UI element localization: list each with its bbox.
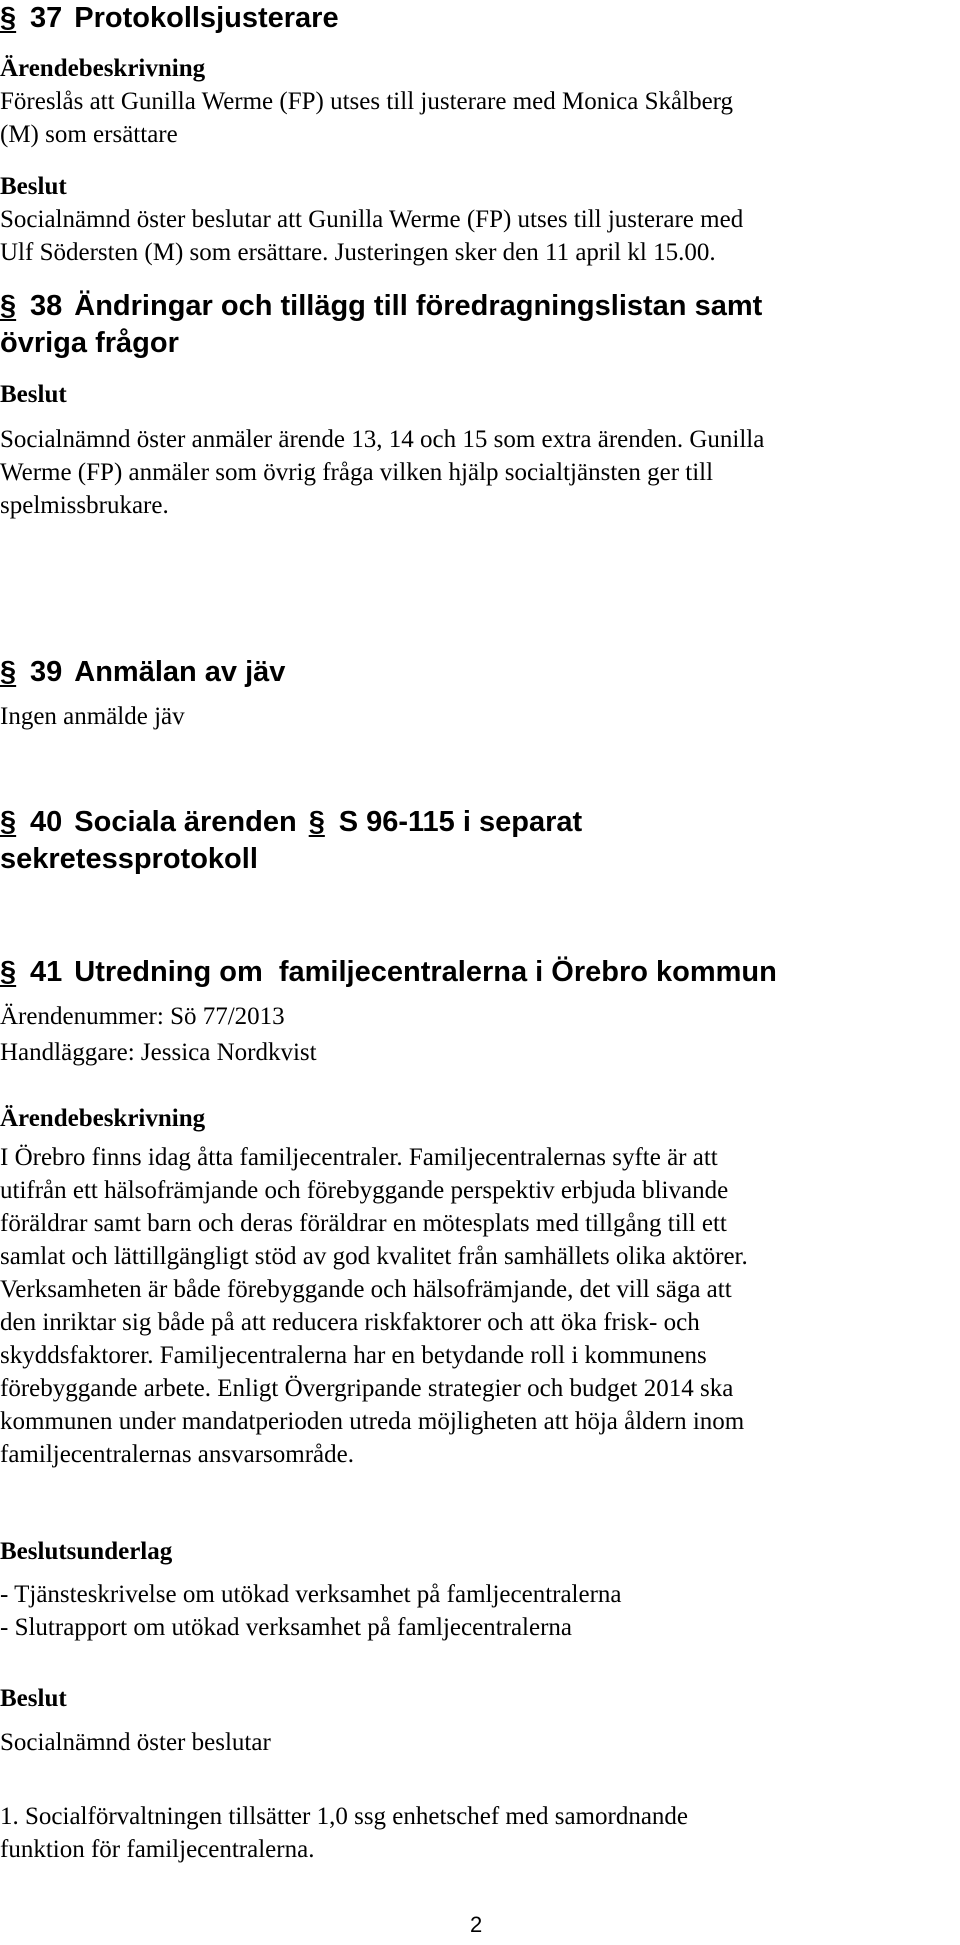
section-37-decision xyxy=(0,203,950,269)
section-40-heading xyxy=(0,804,950,878)
text-line: utifrån ett hälsofrämjande och förebyggande perspektiv erbjuda blivande xyxy=(0,1177,729,1204)
section-41-subheading-decision: Beslut xyxy=(0,1685,67,1712)
decision-intro: Socialnämnd öster beslutar xyxy=(0,1729,271,1756)
text-line: (M) som ersättare xyxy=(0,121,178,148)
section-37-subheading-description: Ärendebeskrivning xyxy=(0,55,206,82)
text-line: föräldrar samt barn och deras föräldrar en mötesplats med tillgång till ett xyxy=(0,1210,727,1237)
section-41-subheading-basis: Beslutsunderlag xyxy=(0,1538,173,1565)
section-37-description xyxy=(0,85,950,151)
text-line: Socialnämnd öster anmäler ärende 13, 14 och 15 som extra ärenden. Gunilla xyxy=(0,426,765,453)
list-item: - Slutrapport om utökad verksamhet på famljecentralerna xyxy=(0,1614,573,1641)
section-symbol: § xyxy=(0,2,17,34)
case-number: Ärendenummer: Sö 77/2013 xyxy=(0,1003,285,1030)
text-line: 1. Socialförvaltningen tillsätter 1,0 ssg enhetschef med samordnande xyxy=(0,1803,689,1830)
section-title: Utredning om familjecentralerna i Örebro kommun xyxy=(74,956,777,988)
section-number: 39 xyxy=(30,656,63,688)
section-number: 40 xyxy=(30,806,63,838)
text-line: samlat och lättillgängligt stöd av god kvalitet från samhällets olika aktörer. xyxy=(0,1243,748,1270)
text-line: Ulf Södersten (M) som ersättare. Justeringen sker den 11 april kl 15.00. xyxy=(0,239,716,266)
section-number: 38 xyxy=(30,290,63,322)
text-line: funktion för familjecentralerna. xyxy=(0,1836,315,1863)
text-line: den inriktar sig både på att reducera riskfaktorer och att öka frisk- och xyxy=(0,1309,700,1336)
page-number: 2 xyxy=(470,1912,483,1937)
text-line: förebyggande arbete. Enligt Övergripande strategier och budget 2014 ska xyxy=(0,1375,734,1402)
text-line: Föreslås att Gunilla Werme (FP) utses till justerare med Monica Skålberg xyxy=(0,88,734,115)
section-symbol: § xyxy=(0,290,17,322)
section-title: Anmälan av jäv xyxy=(74,656,286,688)
section-41-subheading-description: Ärendebeskrivning xyxy=(0,1105,206,1132)
section-title: Ändringar och tillägg till föredragningslistan samt xyxy=(74,290,763,322)
text-line: Werme (FP) anmäler som övrig fråga vilken hjälp socialtjänsten ger till xyxy=(0,459,714,486)
section-number: 37 xyxy=(30,2,63,34)
text-line: skyddsfaktorer. Familjecentralerna har en betydande roll i kommunens xyxy=(0,1342,707,1369)
section-symbol: § xyxy=(0,656,17,688)
text-line: kommunen under mandatperioden utreda möjligheten att höja åldern inom xyxy=(0,1408,745,1435)
list-item: - Tjänsteskrivelse om utökad verksamhet på famljecentralerna xyxy=(0,1581,622,1608)
section-title: Protokollsjusterare xyxy=(74,2,339,34)
case-officer: Handläggare: Jessica Nordkvist xyxy=(0,1039,317,1066)
section-38-subheading-decision: Beslut xyxy=(0,381,67,408)
section-39-heading xyxy=(0,654,950,691)
section-symbol: § xyxy=(0,806,17,838)
section-title-continued: övriga frågor xyxy=(0,327,179,359)
decision-point-1 xyxy=(0,1800,950,1866)
section-title-continued: sekretessprotokoll xyxy=(0,843,258,875)
text-line: I Örebro finns idag åtta familjecentraler. Familjecentralernas syfte är att xyxy=(0,1144,718,1171)
section-number: 41 xyxy=(30,956,63,988)
section-37-subheading-decision: Beslut xyxy=(0,173,67,200)
section-title: Sociala ärenden xyxy=(74,806,297,838)
section-39-text: Ingen anmälde jäv xyxy=(0,703,185,730)
text-line: Socialnämnd öster beslutar att Gunilla Werme (FP) utses till justerare med xyxy=(0,206,744,233)
section-symbol: § xyxy=(0,956,17,988)
text-line: familjecentralernas ansvarsområde. xyxy=(0,1441,354,1468)
section-symbol: § xyxy=(308,806,325,838)
text-line: spelmissbrukare. xyxy=(0,492,169,519)
basis-list xyxy=(0,1578,950,1644)
text-line: Verksamheten är både förebyggande och hälsofrämjande, det vill säga att xyxy=(0,1276,732,1303)
section-title-secondary: S 96-115 i separat xyxy=(338,806,583,838)
section-41-description xyxy=(0,1141,950,1471)
section-41-heading xyxy=(0,954,950,991)
section-38-decision xyxy=(0,423,950,522)
section-37-heading xyxy=(0,0,950,37)
section-38-heading xyxy=(0,288,950,362)
